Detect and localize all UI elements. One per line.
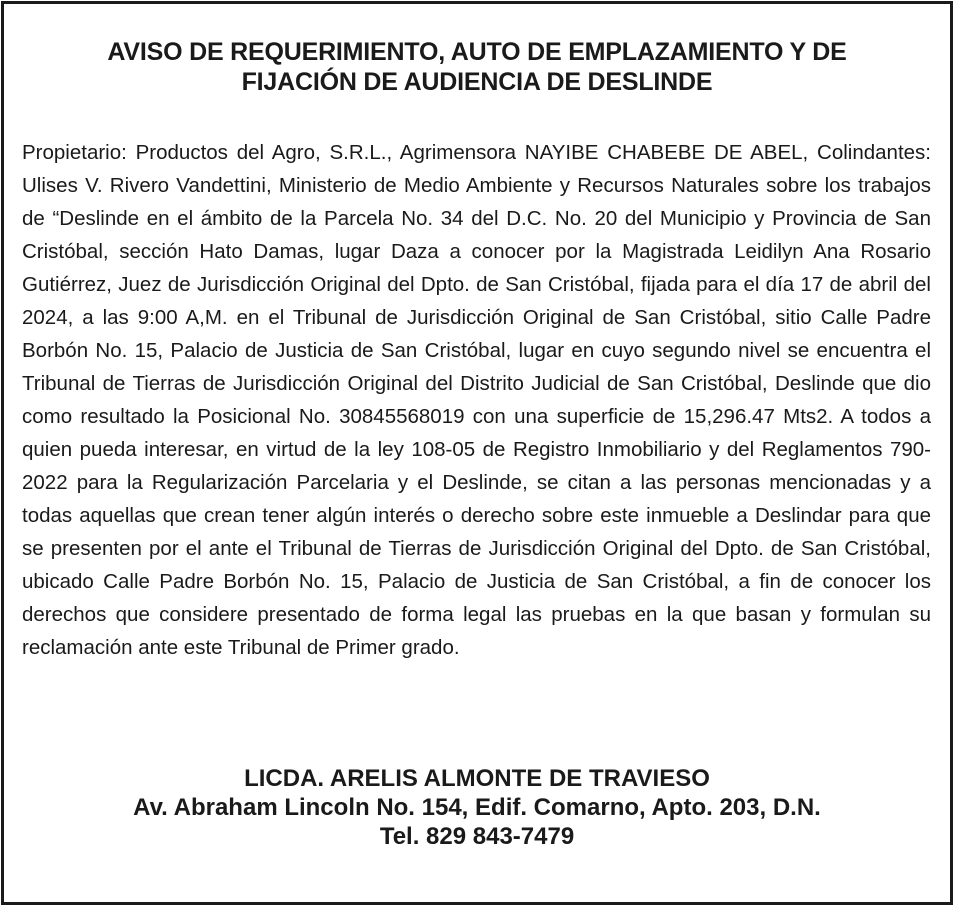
signature-phone: Tel. 829 843-7479 <box>379 823 575 850</box>
notice-title-line-2: FIJACIÓN DE AUDIENCIA DE DESLINDE <box>241 68 713 96</box>
legal-notice-frame <box>1 1 953 905</box>
notice-title <box>4 37 950 97</box>
signature-address: Av. Abraham Lincoln No. 154, Edif. Comarno, Apto. 203, D.N. <box>133 794 821 821</box>
signature-name: LICDA. ARELIS ALMONTE DE TRAVIESO <box>244 765 710 792</box>
notice-body: Propietario: Productos del Agro, S.R.L., Agrimensora NAYIBE CHABEBE DE ABEL, Colindantes: Ulises V. Rivero Vandettini, Ministerio de Medio Ambiente y Recursos Naturales sobre los trabajos de “Deslinde en el ámbito de la Parcela No. 34 del D.C. No. 20 del Municipio y Provincia de San Cristóbal, sección Hato Damas, lugar Daza a conocer por la Magistrada Leidilyn Ana Rosario Gutiérrez, Juez de Jurisdicción Original del Dpto. de San Cristóbal, fijada para el día 17 de abril del 2024, a las 9:00 A,M. en el Tribunal de Jurisdicción Original de San Cristóbal, sitio Calle Padre Borbón No. 15, Palacio de Justicia de San Cristóbal, lugar en cuyo segundo nivel se encuentra el Tribunal de Tierras de Jurisdicción Original del Distrito Judicial de San Cristóbal, Deslinde que dio como resultado la Posicional No. 30845568019 con una superficie de 15,296.47 Mts2. A todos a quien pueda interesar, en virtud de la ley 108-05 de Registro Inmobiliario y del Reglamentos 790-2022 para la Regularización Parcelaria y el Deslinde, se citan a las personas mencionadas y a todas aquellas que crean tener algún interés o derecho sobre este inmueble a Deslindar para que se presenten por el ante el Tribunal de Tierras de Jurisdicción Original del Dpto. de San Cristóbal, ubicado Calle Padre Borbón No. 15, Palacio de Justicia de San Cristóbal, a fin de conocer los derechos que considere presentado de forma legal las pruebas en la que basan y formulan su reclamación ante este Tribunal de Primer grado. <box>22 141 931 659</box>
notice-title-line-1: AVISO DE REQUERIMIENTO, AUTO DE EMPLAZAMIENTO Y DE <box>107 38 847 66</box>
signature-block <box>4 764 950 851</box>
